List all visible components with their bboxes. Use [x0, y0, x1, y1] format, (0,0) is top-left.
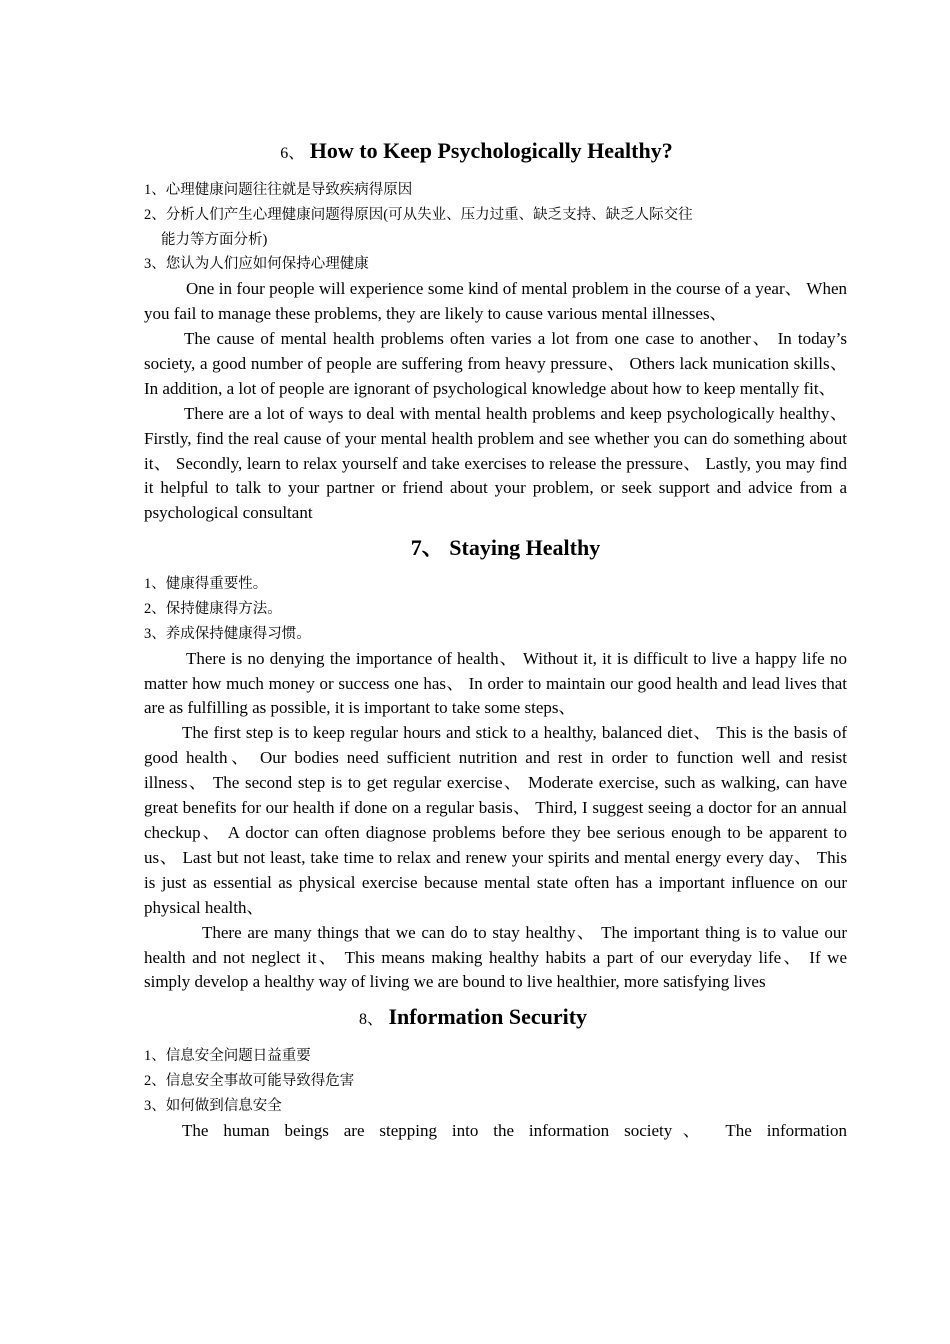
section-7-title: Staying Healthy	[449, 535, 601, 561]
section-7-number: 7、	[410, 535, 444, 561]
section-7-paragraph-2: The first step is to keep regular hours and stick to a healthy, balanced diet、 This is the basis of good health、 Our bodies need sufficient nutrition and rest in order to function well and resist illness、 The second step is to get regular exercise、 Moderate exercise, such as walking, can have great benefits for our health if done on a regular basis、 Third, I suggest seeing a doctor for an annual checkup、 A doctor can often diagnose problems before they bee serious enough to be apparent to us、 Last but not least, take time to relax and renew your spirits and mental energy every day、 This is just as essential as physical exercise because mental state often has a important influence on our physical health、	[144, 723, 847, 917]
section-8-point-3: 3、如何做到信息安全	[144, 1097, 282, 1114]
section-8-number: 8、	[358, 1011, 383, 1029]
section-8-heading	[99, 1003, 847, 1034]
section-8-title: Information Security	[388, 1004, 588, 1030]
section-7-paragraph-1: There is no denying the importance of health、 Without it, it is difficult to live a happy life no matter how much money or success one has、 In order to maintain our good health and lead lives that are as fulfilling as possible, it is important to take some steps、	[144, 648, 847, 718]
section-6-number: 6、	[280, 145, 305, 162]
document-content	[144, 137, 847, 1144]
section-6-point-1: 1、心理健康问题往往就是导致疾病得原因	[144, 182, 413, 198]
section-6-point-2: 2、分析人们产生心理健康问题得原因(可从失业、压力过重、缺乏支持、缺乏人际交往 能力等方面分析)	[144, 206, 693, 248]
section-7-point-2: 2、保持健康得方法。	[144, 601, 282, 618]
section-7-heading	[164, 534, 847, 562]
section-7-point-3: 3、养成保持健康得习惯。	[144, 625, 311, 642]
section-6-paragraph-1: One in four people will experience some kind of mental problem in the course of a year、 When you fail to manage these problems, they are likely to cause various mental illnesses、	[144, 279, 847, 324]
section-8-paragraph-1: The human beings are stepping into the information society、 The information	[182, 1120, 847, 1140]
section-7-paragraph-3: There are many things that we can do to stay healthy、 The important thing is to value our health and not neglect it、 This means making healthy habits a part of our everyday life、 If we simply develop a healthy way of living we are bound to live healthier, more satisfying lives	[144, 922, 847, 992]
section-6-paragraph-3: There are a lot of ways to deal with mental health problems and keep psychologically healthy、 Firstly, find the real cause of your mental health problem and see whether you can do something about it、 Secondly, learn to relax yourself and take exercises to release the pressure、 Lastly, you may find it helpful to talk to your partner or friend about your problem, or seek support and advice from a psychological consultant	[144, 403, 847, 523]
section-6-title: How to Keep Psychologically Healthy?	[309, 138, 673, 163]
section-7-point-1: 1、健康得重要性。	[144, 576, 268, 593]
section-8-point-2: 2、信息安全事故可能导致得危害	[144, 1073, 355, 1090]
section-6-paragraph-2: The cause of mental health problems often varies a lot from one case to another、 In today’s society, a good number of people are suffering from heavy pressure、 Others lack munication skills、 In addition, a lot of people are ignorant of psychological knowledge about how to keep mentally fit、	[144, 329, 847, 398]
section-6-point-3: 3、您认为人们应如何保持心理健康	[144, 256, 369, 273]
section-6-heading	[106, 137, 847, 168]
section-8-point-1: 1、信息安全问题日益重要	[144, 1048, 311, 1065]
